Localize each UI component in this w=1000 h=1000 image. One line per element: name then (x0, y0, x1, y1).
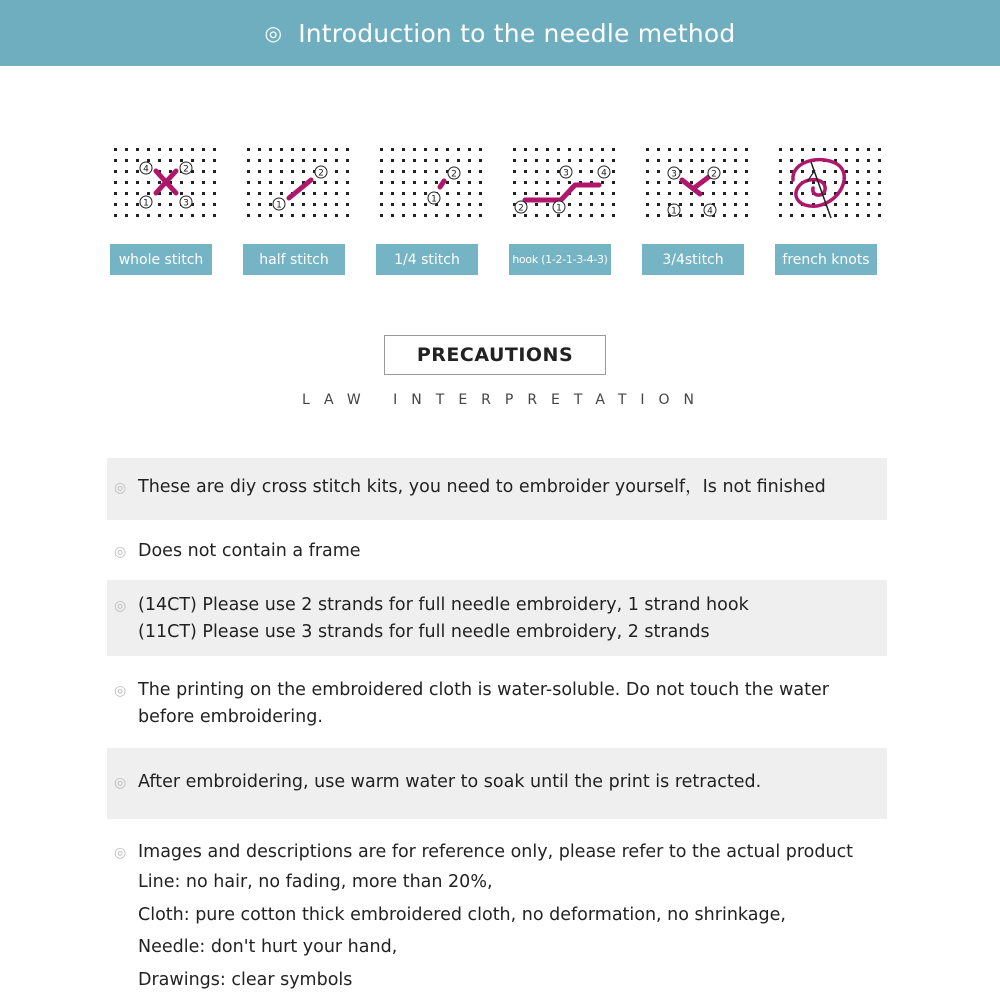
precaution-text: (11CT) Please use 3 strands for full needle embroidery, 2 strands (138, 622, 710, 642)
precaution-item-frame (107, 538, 887, 568)
precaution-text: These are diy cross stitch kits, you need to embroider yourself，Is not finished (138, 477, 826, 497)
circle-bullet-icon: ◎ (114, 775, 127, 791)
svg-text:2: 2 (518, 203, 524, 214)
precautions-subtitle: LAW INTERPRETATION (301, 392, 709, 408)
three-quarter-stitch-diagram (638, 140, 750, 222)
svg-text:1: 1 (276, 200, 282, 211)
target-icon: ◎ (264, 21, 283, 45)
precaution-text: After embroidering, use warm water to soak until the print is retracted. (138, 772, 762, 792)
precaution-text: The printing on the embroidered cloth is water-soluble. Do not touch the water (138, 680, 829, 700)
precaution-detail: Cloth: pure cotton thick embroidered cloth, no deformation, no shrinkage, (138, 904, 786, 925)
stitch-number (448, 167, 460, 180)
svg-text:3: 3 (671, 169, 677, 180)
stitch-number (180, 162, 192, 175)
precaution-text: Images and descriptions are for reference only, please refer to the actual product (138, 842, 854, 862)
stitch-number (704, 204, 716, 217)
circle-bullet-icon: ◎ (114, 480, 127, 496)
svg-text:1: 1 (671, 206, 677, 217)
svg-text:2: 2 (183, 164, 189, 175)
circle-bullet-icon: ◎ (114, 683, 127, 699)
precaution-text: (14CT) Please use 2 strands for full needle embroidery, 1 strand hook (138, 595, 749, 615)
header-banner (0, 0, 1000, 66)
stitch-number (560, 166, 572, 179)
stitch-label: 3/4stitch (642, 244, 744, 275)
circle-bullet-icon: ◎ (114, 544, 127, 560)
svg-text:4: 4 (707, 206, 713, 217)
stitch-number (315, 166, 327, 179)
grid-holes (646, 148, 748, 217)
svg-text:2: 2 (318, 168, 324, 179)
precaution-detail: Drawings: clear symbols (138, 969, 353, 990)
stitch-label: 1/4 stitch (376, 244, 478, 275)
circle-bullet-icon: ◎ (114, 845, 127, 861)
grid-holes (247, 148, 349, 217)
stitch-number (180, 196, 192, 209)
stitch-label: french knots (775, 244, 877, 275)
stitch-whole (106, 140, 218, 268)
precaution-item-reference (107, 839, 887, 999)
stitch-french-knots (771, 140, 883, 268)
stitch-number (140, 162, 152, 175)
half-stitch-diagram (239, 140, 351, 222)
stitch-number (708, 167, 720, 180)
stitch-guide (0, 140, 1000, 290)
whole-stitch-diagram (106, 140, 218, 222)
svg-text:2: 2 (711, 169, 717, 180)
stitch-half (239, 140, 351, 268)
grid-holes (779, 148, 881, 217)
precaution-detail: Line: no hair, no fading, more than 20%, (138, 872, 493, 892)
stitch-number (598, 166, 610, 179)
stitch-number (273, 198, 285, 211)
french-knots-diagram (771, 140, 883, 222)
stitch-quarter (372, 140, 484, 268)
grid-holes (380, 148, 482, 217)
stitch-number (553, 201, 565, 214)
precaution-item-printing (107, 677, 887, 737)
thread-line (694, 176, 710, 188)
header-title: Introduction to the needle method (298, 18, 736, 48)
stitch-label: half stitch (243, 244, 345, 275)
quarter-stitch-diagram (372, 140, 484, 222)
svg-text:2: 2 (451, 169, 457, 180)
stitch-label: whole stitch (110, 244, 212, 275)
svg-text:4: 4 (143, 164, 149, 175)
stitch-number (140, 196, 152, 209)
stitch-number (428, 192, 440, 205)
precautions-title: PRECAUTIONS (384, 335, 606, 375)
stitch-number (668, 204, 680, 217)
precaution-detail: Needle: don't hurt your hand, (138, 937, 398, 957)
hook-stitch-diagram (505, 140, 617, 222)
svg-text:4: 4 (601, 168, 607, 179)
circle-bullet-icon: ◎ (114, 598, 127, 614)
stitch-number (515, 201, 527, 214)
svg-text:1: 1 (556, 203, 562, 214)
precaution-text: before embroidering. (138, 707, 323, 727)
stitch-hook (505, 140, 617, 266)
svg-text:3: 3 (563, 168, 569, 179)
stitch-number (668, 167, 680, 180)
svg-text:1: 1 (431, 194, 437, 205)
stitch-three-quarter (638, 140, 750, 268)
thread-line (440, 181, 444, 187)
precaution-item-kit (107, 458, 887, 520)
precaution-text: Does not contain a frame (138, 541, 361, 561)
svg-text:3: 3 (183, 198, 189, 209)
stitch-label: hook (1-2-1-3-4-3) (509, 244, 611, 275)
svg-text:1: 1 (143, 198, 149, 209)
precaution-item-soak (107, 748, 887, 819)
precaution-item-strands (107, 580, 887, 656)
